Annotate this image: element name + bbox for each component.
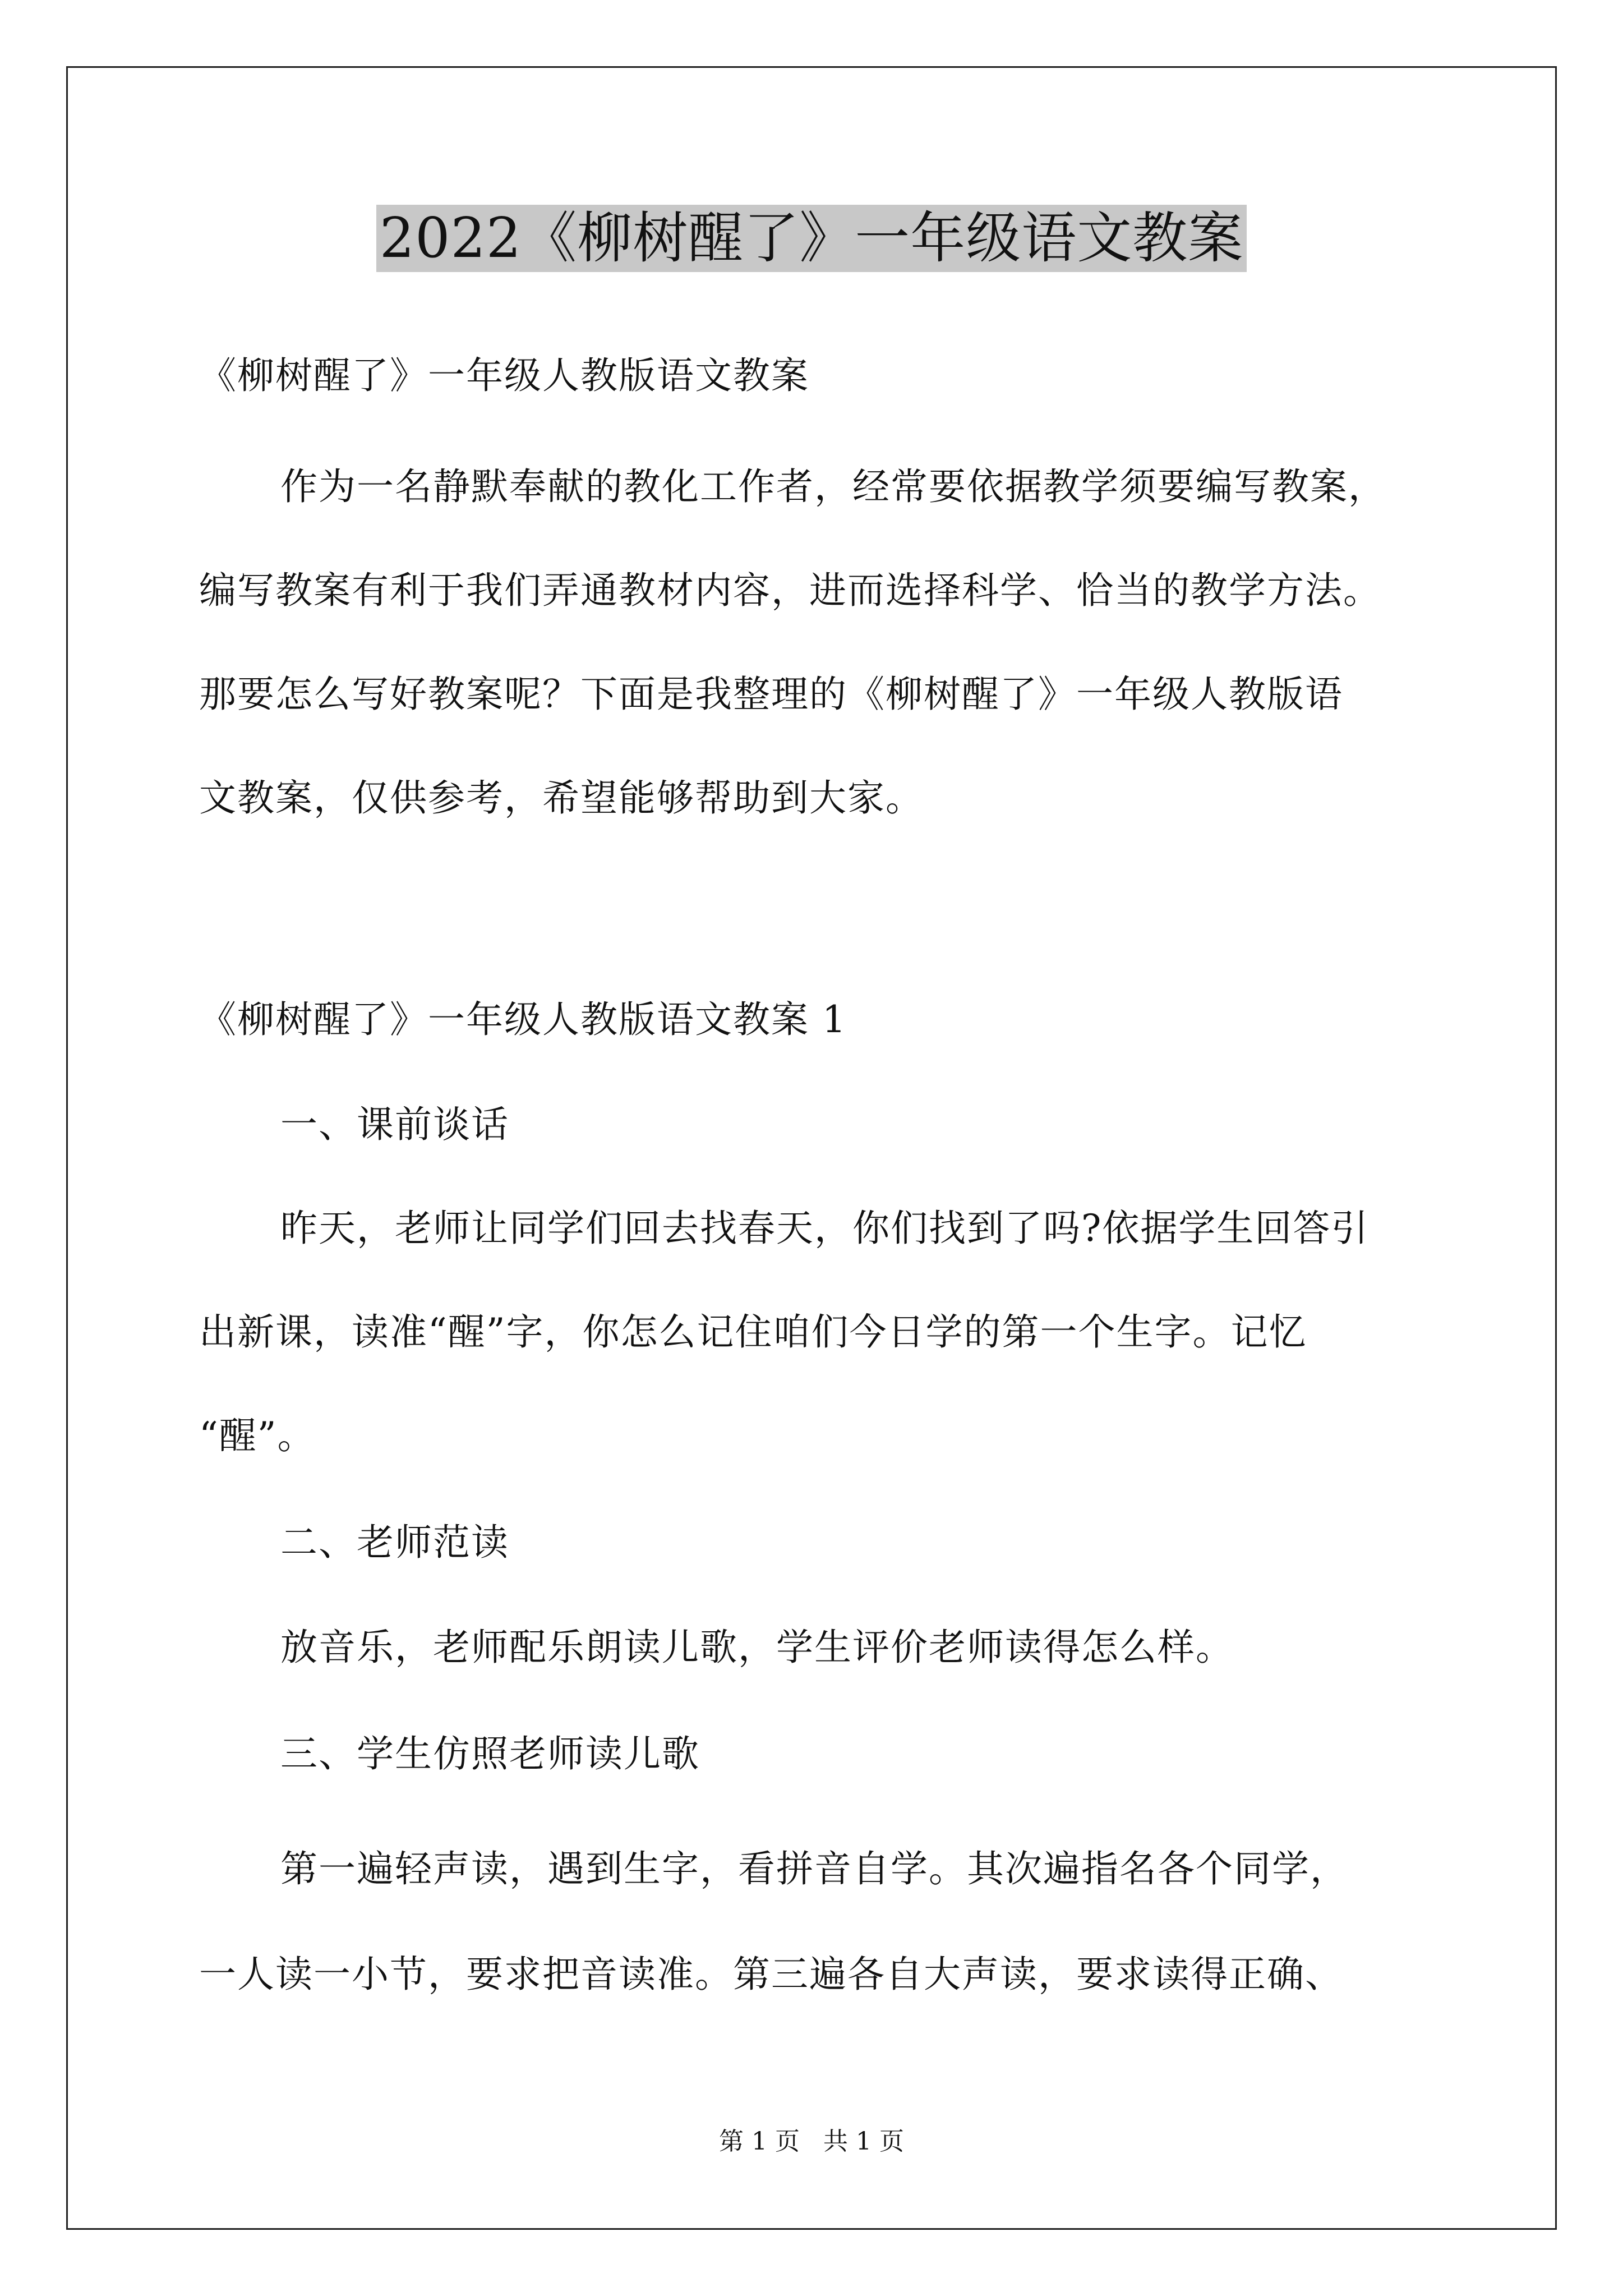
paragraph-line: 出新课，读准“醒”字，你怎么记住咱们今日学的第一个生字。记忆	[199, 1310, 1307, 1354]
subtitle-line: 《柳树醒了》一年级人教版语文教案	[199, 354, 809, 397]
title-container	[0, 205, 1623, 272]
paragraph-line: 第一遍轻声读，遇到生字，看拼音自学。其次遍指名各个同学，	[280, 1847, 1348, 1890]
paragraph-line: 编写教案有利于我们弄通教材内容，进而选择科学、恰当的教学方法。	[199, 569, 1381, 612]
paragraph-line: 作为一名静默奉献的教化工作者，经常要依据教学须要编写教案，	[280, 465, 1386, 508]
paragraph-line: “醒”。	[199, 1414, 316, 1457]
section-heading: 《柳树醒了》一年级人教版语文教案 1	[199, 998, 847, 1041]
document-title: 2022《柳树醒了》一年级语文教案	[376, 205, 1247, 272]
paragraph-line: 放音乐，老师配乐朗读儿歌，学生评价老师读得怎么样。	[280, 1626, 1234, 1669]
step-heading: 一、课前谈话	[280, 1103, 509, 1146]
step-heading: 二、老师范读	[280, 1521, 509, 1564]
page-footer: 第 1 页 共 1 页	[719, 2127, 904, 2156]
paragraph-line: 文教案，仅供参考，希望能够帮助到大家。	[199, 776, 924, 820]
paragraph-line: 昨天，老师让同学们回去找春天，你们找到了吗?依据学生回答引	[280, 1207, 1370, 1250]
step-heading: 三、学生仿照老师读儿歌	[280, 1732, 700, 1775]
paragraph-line: 那要怎么写好教案呢？下面是我整理的《柳树醒了》一年级人教版语	[199, 673, 1343, 716]
paragraph-line: 一人读一小节，要求把音读准。第三遍各自大声读，要求读得正确、	[199, 1953, 1343, 1996]
